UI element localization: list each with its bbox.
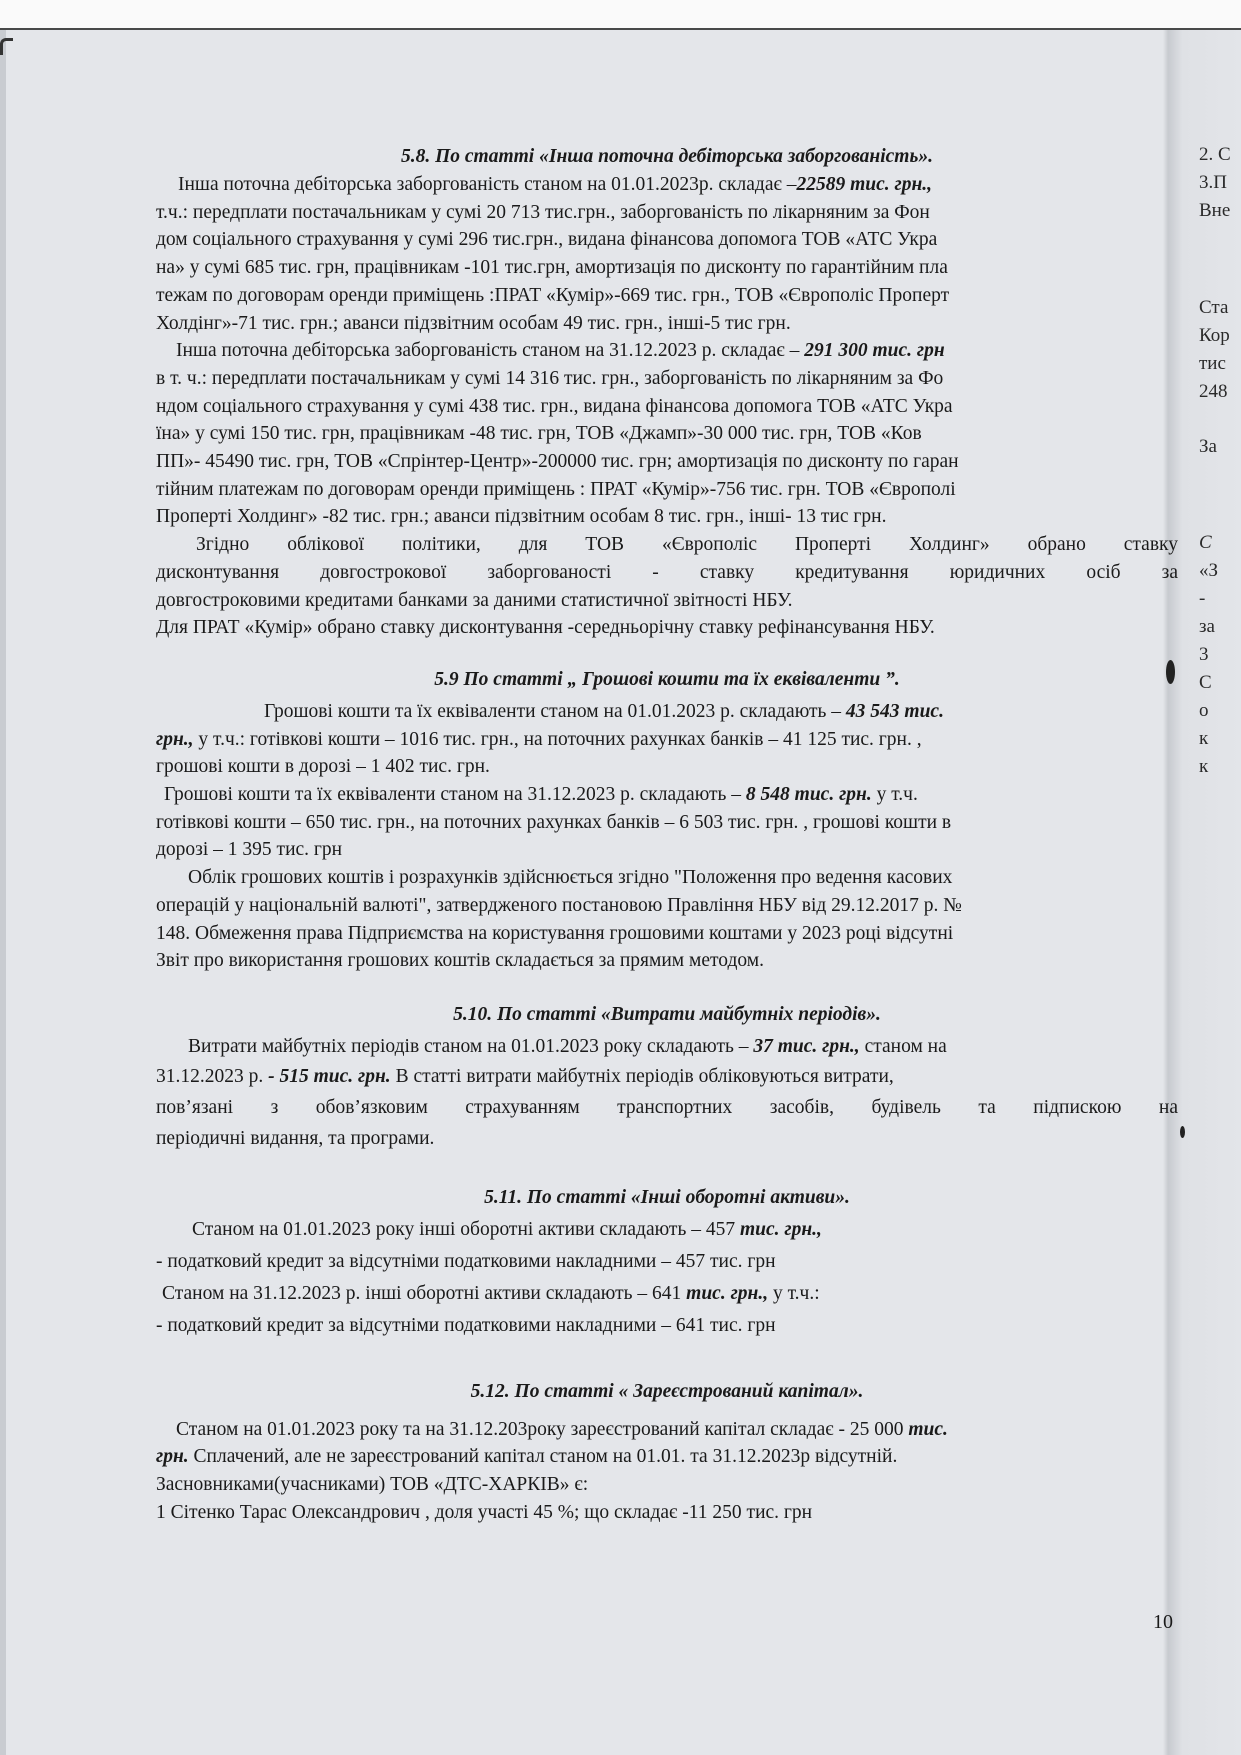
adjacent-page-text: о <box>1199 700 1209 721</box>
adjacent-page-text: к <box>1199 756 1209 777</box>
adjacent-page-text: 2. С <box>1199 144 1231 165</box>
paragraph-line: їна» у сумі 150 тис. грн, працівникам -48 тис. грн, ТОВ «Джамп»-30 000 тис. грн, ТОВ «Ков <box>156 423 922 445</box>
adjacent-page-text: С <box>1199 532 1212 553</box>
paragraph-line: в т. ч.: передплати постачальникам у сумі 14 316 тис. грн., заборгованість по лікарняним за Фо <box>156 367 944 389</box>
adjacent-page-text: Ста <box>1199 297 1229 318</box>
section-heading-5-11: 5.11. По статті «Інші оборотні активи». <box>484 1186 850 1208</box>
scan-artifact <box>1180 1126 1185 1138</box>
paragraph-line: на» у сумі 685 тис. грн, працівникам -101 тис.грн, амортизація по дисконту по гарантійним пла <box>156 257 948 279</box>
paragraph-line: Грошові кошти та їх еквіваленти станом на 01.01.2023 р. складають – 43 543 тис. <box>264 700 944 722</box>
paragraph-line: Станом на 01.01.2023 року інші оборотні активи складають – 457 тис. грн., <box>192 1218 822 1240</box>
paragraph-line: Інша поточна дебіторська заборгованість станом на 31.12.2023 р. складає – 291 300 тис. грн <box>176 340 945 362</box>
adjacent-page-text: 3 <box>1199 644 1209 665</box>
binding-mark <box>0 38 13 55</box>
paragraph-line: Грошові кошти та їх еквіваленти станом на 31.12.2023 р. складають – 8 548 тис. грн. у т.ч. <box>164 784 918 806</box>
paragraph-line: Проперті Холдинг» -82 тис. грн.; аванси підзвітним особам 8 тис. грн., інші- 13 тис грн. <box>156 506 887 528</box>
paragraph-line: операцій у національній валюті", затвердженого постановою Правління НБУ від 29.12.2017 р. № <box>156 894 962 916</box>
scanner-edge <box>0 0 1241 28</box>
paragraph-line: Холдінг»-71 тис. грн.; аванси підзвітним особам 49 тис. грн., інші-5 тис грн. <box>156 312 791 334</box>
paragraph-line: Витрати майбутніх періодів станом на 01.01.2023 року складають – 37 тис. грн., станом на <box>188 1035 947 1057</box>
paragraph-line: - податковий кредит за відсутніми податковими накладними – 641 тис. грн <box>156 1314 776 1336</box>
adjacent-page-text: За <box>1199 436 1217 457</box>
paragraph-line: дисконтування довгострокової заборгованості - ставку кредитування юридичних осіб за <box>156 561 1178 583</box>
paragraph-line: 1 Сітенко Тарас Олександрович , доля участі 45 %; що складає -11 250 тис. грн <box>156 1501 813 1523</box>
adjacent-page <box>1168 30 1241 1755</box>
paragraph-line: т.ч.: передплати постачальникам у сумі 20 713 тис.грн., заборгованість по лікарняним за Фон <box>156 201 930 223</box>
paragraph-line: 31.12.2023 р. - 515 тис. грн. В статті витрати майбутніх періодів обліковуються витрати, <box>156 1065 894 1087</box>
paragraph-line: Звіт про використання грошових коштів складається за прямим методом. <box>156 950 764 972</box>
paragraph-line: - податковий кредит за відсутніми податковими накладними – 457 тис. грн <box>156 1250 776 1272</box>
section-heading-5-10: 5.10. По статті «Витрати майбутніх періодів». <box>453 1003 881 1025</box>
paragraph-line: Станом на 01.01.2023 року та на 31.12.203року зареєстрований капітал складає - 25 000 тис. <box>176 1418 948 1440</box>
section-heading-5-9: 5.9 По статті „ Грошові кошти та їх еквіваленти ”. <box>434 668 900 690</box>
paragraph-line: Станом на 31.12.2023 р. інші оборотні активи складають – 641 тис. грн., у т.ч.: <box>162 1282 820 1304</box>
paragraph-line: Облік грошових коштів і розрахунків здійснюється згідно "Положення про ведення касових <box>188 867 953 889</box>
adjacent-page-text: 3.П <box>1199 172 1227 193</box>
paragraph-line: грн. Сплачений, але не зареєстрований капітал станом на 01.01. та 31.12.2023р відсутній. <box>156 1446 898 1468</box>
adjacent-page-text: 248 <box>1199 381 1228 402</box>
paragraph-line: ндом соціального страхування у сумі 438 тис. грн., видана фінансова допомога ТОВ «АТС Укра <box>156 395 953 417</box>
adjacent-page-text: тис <box>1199 353 1226 374</box>
paragraph-line: грн., у т.ч.: готівкові кошти – 1016 тис. грн., на поточних рахунках банків – 41 125 тис. грн. , <box>156 728 922 750</box>
paragraph-line: грошові кошти в дорозі – 1 402 тис. грн. <box>156 756 490 778</box>
paragraph-line: Згідно облікової політики, для ТОВ «Європоліс Проперті Холдинг» обрано ставку <box>196 534 1178 556</box>
page-left-edge <box>0 30 6 1755</box>
paragraph-line: періодичні видання, та програми. <box>156 1127 435 1149</box>
adjacent-page-text: С <box>1199 672 1212 693</box>
adjacent-page-text: Вне <box>1199 200 1231 221</box>
paragraph-line: готівкові кошти – 650 тис. грн., на поточних рахунках банків – 6 503 тис. грн. , грошові кошти в <box>156 811 952 833</box>
adjacent-page-text: «З <box>1199 560 1219 581</box>
paragraph-line: тійним платежам по договорам оренди приміщень : ПРАТ «Кумір»-756 тис. грн. ТОВ «Європолі <box>156 478 956 500</box>
paragraph-line: пов’язані з обов’язковим страхуванням транспортних засобів, будівель та підпискою на <box>156 1096 1178 1118</box>
adjacent-page-text: - <box>1199 588 1206 609</box>
paragraph-line: тежам по договорам оренди приміщень :ПРАТ «Кумір»-669 тис. грн., ТОВ «Європоліс Проперт <box>156 284 950 306</box>
paragraph-line: дом соціального страхування у сумі 296 тис.грн., видана фінансова допомога ТОВ «АТС Укра <box>156 229 938 251</box>
document-body <box>156 143 1178 1527</box>
adjacent-page-text: Кор <box>1199 325 1230 346</box>
paragraph-line: Засновниками(учасниками) ТОВ «ДТС-ХАРКІВ» є: <box>156 1474 589 1496</box>
paragraph-line: Інша поточна дебіторська заборгованість станом на 01.01.2023р. складає –22589 тис. грн., <box>178 174 933 195</box>
adjacent-page-text: за <box>1199 616 1215 637</box>
section-heading-5-12: 5.12. По статті « Зареєстрований капітал». <box>470 1380 864 1402</box>
adjacent-page-text: к <box>1199 728 1209 749</box>
paragraph-line: дорозі – 1 395 тис. грн <box>156 839 343 861</box>
page-number: 10 <box>1153 1611 1173 1633</box>
paragraph-line: Для ПРАТ «Кумір» обрано ставку дисконтування -середньорічну ставку рефінансування НБУ. <box>156 617 935 639</box>
section-heading-5-8: 5.8. По статті «Інша поточна дебіторська заборгованість». <box>400 146 934 167</box>
paragraph-line: довгостроковими кредитами банками за даними статистичної звітності НБУ. <box>156 589 793 611</box>
paragraph-line: ПП»- 45490 тис. грн, ТОВ «Спрінтер-Центр»-200000 тис. грн; амортизація по дисконту по гаран <box>156 451 959 473</box>
paragraph-line: 148. Обмеження права Підприємства на користування грошовими коштами у 2023 році відсутні <box>156 922 954 944</box>
